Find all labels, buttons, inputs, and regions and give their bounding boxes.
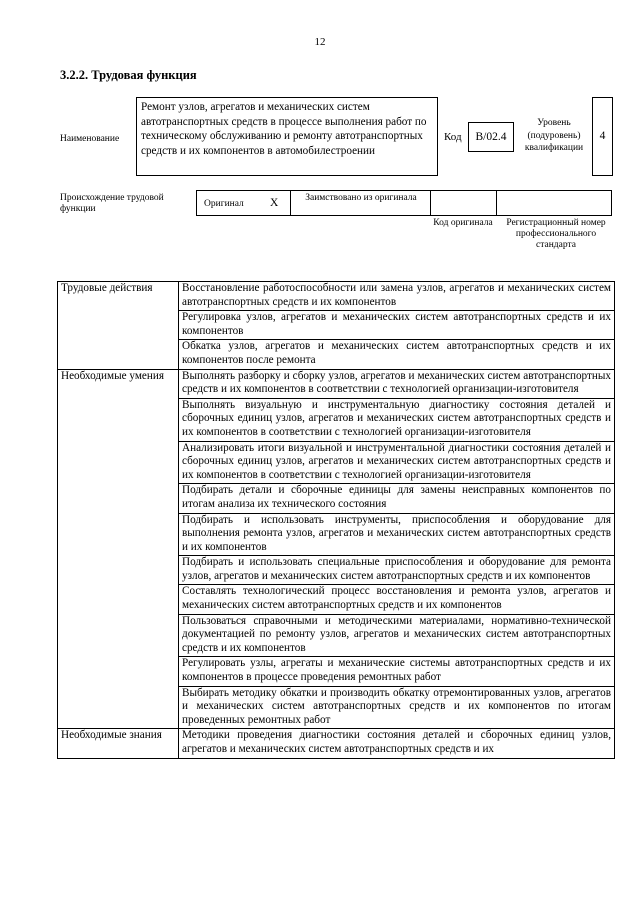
table-cell: Выбирать методику обкатки и производить обкатку отремонтированных узлов, агрегатов и механических систем автотранспортных средств и их компонентов по итогам проведенных ремонтных работ — [179, 686, 615, 729]
origin-label: Происхождение трудовой функции — [60, 193, 164, 214]
origin-divider-3 — [496, 190, 497, 216]
registration-number-caption: Регистрационный номер профессионального стандарта — [506, 218, 606, 250]
table-cell: Выполнять разборку и сборку узлов, агрегатов и механических систем автотранспортных средств и их компонентов в соответствии с технологией организации-изготовителя — [179, 369, 615, 398]
table-row — [58, 369, 615, 398]
section-label: Необходимые умения — [58, 369, 179, 729]
function-name-box — [136, 97, 438, 176]
table-cell: Анализировать итоги визуальной и инструментальной диагностики состояния деталей и сборочных единиц узлов, агрегатов и механических систем автотранспортных средств и их компонентов в соответствии с технологией организации-изготовителя — [179, 441, 615, 484]
table-row — [58, 729, 615, 758]
table-cell: Методики проведения диагностики состояния деталей и сборочных единиц узлов, агрегатов и механических систем автотранспортных средств и их — [179, 729, 615, 758]
table-cell: Составлять технологический процесс восстановления и ремонта узлов, агрегатов и механических систем автотранспортных средств и их компонентов — [179, 585, 615, 614]
page-number: 12 — [314, 36, 326, 48]
table-cell: Восстановление работоспособности или замена узлов, агрегатов и механических систем автотранспортных средств и их компонентов — [179, 282, 615, 311]
table-cell: Подбирать детали и сборочные единицы для замены неисправных компонентов по итогам анализа их технического состояния — [179, 484, 615, 513]
labor-function-table — [57, 281, 615, 759]
borrowed-label: Заимствовано из оригинала — [305, 193, 417, 203]
origin-divider-2 — [430, 190, 431, 216]
table-cell: Выполнять визуальную и инструментальную диагностику состояния деталей и сборочных единиц узлов, агрегатов и механических систем автотранспортных средств и их компонентов в соответствии с технологией организации-изготовителя — [179, 398, 615, 441]
function-name-value: Ремонт узлов, агрегатов и механических систем автотранспортных средств в процессе выполнения работ по техническому обслуживанию и ремонту автотранспортных средств и их компонентов в автомобилестроении — [141, 101, 427, 157]
original-label: Оригинал — [204, 199, 244, 209]
section-label: Трудовые действия — [58, 282, 179, 370]
origin-divider-1 — [290, 190, 291, 216]
level-label: Уровень (подуровень) квалификации — [524, 118, 584, 153]
code-value: B/02.4 — [468, 122, 514, 152]
table-cell: Пользоваться справочными и методическими материалами, нормативно-технической документацией по ремонту узлов, агрегатов и механических систем автотранспортных средств и их компонентов — [179, 614, 615, 657]
code-label: Код — [444, 131, 462, 143]
table-cell: Подбирать и использовать инструменты, приспособления и оборудование для выполнения ремонта узлов, агрегатов и механических систем автотранспортных средств и их компонентов — [179, 513, 615, 556]
name-label: Наименование — [60, 134, 120, 144]
code-original-caption: Код оригинала — [433, 218, 493, 228]
original-mark: X — [270, 197, 279, 209]
level-value: 4 — [592, 97, 613, 176]
section-label: Необходимые знания — [58, 729, 179, 758]
table-cell: Регулировать узлы, агрегаты и механические системы автотранспортных средств и их компонентов в процессе проведения ремонтных работ — [179, 657, 615, 686]
table-cell: Подбирать и использовать специальные приспособления и оборудование для ремонта узлов, агрегатов и механических систем автотранспортных средств и их компонентов — [179, 556, 615, 585]
table-cell: Обкатка узлов, агрегатов и механических систем автотранспортных средств и их компонентов после ремонта — [179, 340, 615, 369]
section-title: 3.2.2. Трудовая функция — [60, 68, 197, 82]
table-row — [58, 282, 615, 311]
table-cell: Регулировка узлов, агрегатов и механических систем автотранспортных средств и их компонентов — [179, 311, 615, 340]
